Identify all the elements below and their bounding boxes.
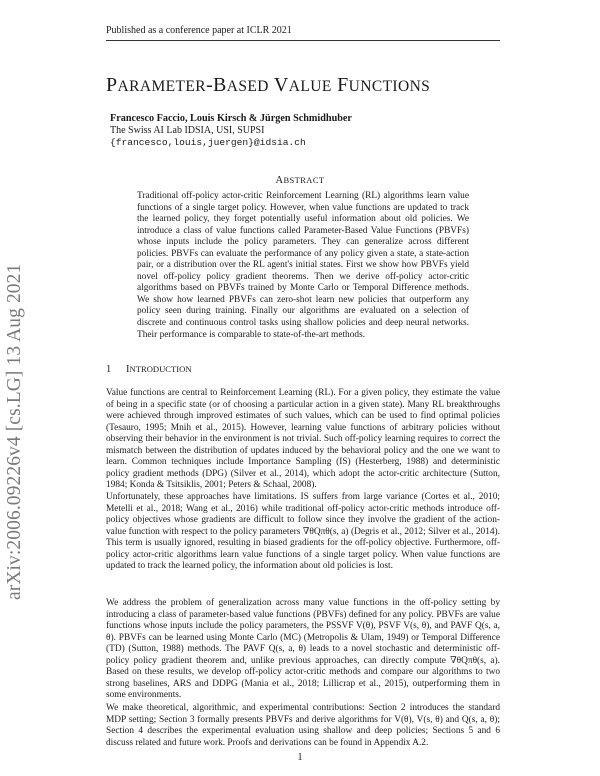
title-dash: - [205,74,214,96]
title-rest-2: ASED [226,78,269,95]
title-rest-4: UNCTIONS [348,78,431,95]
author-list: Francesco Faccio, Louis Kirsch & Jürgen Schmidhuber [110,113,352,124]
abstract-text: Traditional off-policy actor-critic Reinforcement Learning (RL) algorithms learn value functions of a single target policy. However, when value functions are updated to track the learned policy, they forget potentially useful information about old policies. We introduce a class of value functions called Parameter-Based Value Functions (PBVFs) whose inputs include the policy parameters. They can generalize across different policies. PBVFs can evaluate the performance of any policy given a state, a state-action pair, or a distribution over the RL agent's initial states. First we show how PBVFs yield novel off-policy policy gradient theorems. Then we derive off-policy actor-critic algorithms based on PBVFs trained by Monte Carlo or Temporal Difference methods. We show how learned PBVFs can zero-shot learn new policies that outperform any policy seen during training. Finally our algorithms are evaluated on a selection of discrete and continuous control tasks using shallow policies and deep neural networks. Their performance is comparable to state-of-the-art methods. [137,191,469,340]
intro-paragraph-2: Unfortunately, these approaches have limitations. IS suffers from large variance (Cortes et al., 2010; Metelli et al., 2018; Wang et al., 2016) while traditional off-policy actor-critic methods introduce off-policy objectives whose gradients are difficult to follow since they involve the gradient of the action-value function with respect to the policy parameters ∇θQπθ(s, a) (Degris et al., 2012; Silver et al., 2014). This term is usually ignored, resulting in biased gradients for the off-policy objective. Furthermore, off-policy actor-critic algorithms learn value functions of a single target policy. When value functions are updated to track the learned policy, the information about old policies is lost. [106,492,500,572]
intro-paragraph-1: Value functions are central to Reinforcement Learning (RL). For a given policy, they estimate the value of being in a specific state (or of choosing a particular action in a given state). Many RL breakthroughs were achieved through improved estimates of such values, which can be used to find optimal policies (Tesauro, 1995; Mnih et al., 2015). However, learning value functions of arbitrary policies without observing their behavior in the environment is not trivial. Such off-policy learning requires to correct the mismatch between the distribution of updates induced by the behavioral policy and the one we want to learn. Common techniques include Importance Sampling (IS) (Hesterberg, 1988) and deterministic policy gradient methods (DPG) (Silver et al., 2014), which adopt the actor-critic architecture (Sutton, 1984; Konda & Tsitsiklis, 2001; Peters & Schaal, 2008). [106,388,500,491]
title-cap-2: B [213,74,227,96]
title-cap-3: V [273,74,289,96]
section-title-rest: NTRODUCTION [129,364,192,374]
abstract-heading [0,175,600,186]
paper-title [106,74,430,97]
section-number: 1 [106,364,112,375]
affiliation: The Swiss AI Lab IDSIA, USI, SUPSI [110,125,265,136]
abstract-heading-rest: BSTRACT [283,175,325,185]
arxiv-identifier[interactable]: arXiv:2006.09226v4 [cs.LG] 13 Aug 2021 [4,263,25,600]
title-rest-1: ARAMETER [117,78,206,95]
section-heading-introduction [106,364,192,375]
running-header: Published as a conference paper at ICLR 2021 [106,25,292,36]
intro-paragraph-3: We address the problem of generalization across many value functions in the off-policy setting by introducing a class of parameter-based value functions (PBVFs) defined for any policy. PBVFs are value functions whose inputs include the policy parameters, the PSSVF V(θ), PSVF V(s, θ), and PAVF Q(s, a, θ). PBVFs can be learned using Monte Carlo (MC) (Metropolis & Ulam, 1949) or Temporal Difference (TD) (Sutton, 1988) methods. The PAVF Q(s, a, θ) leads to a novel stochastic and deterministic off-policy policy gradient theorem and, unlike previous approaches, can directly compute ∇θQπθ(s, a). Based on these results, we develop off-policy actor-critic methods and compare our algorithms to two strong baselines, ARS and DDPG (Mania et al., 2018; Lillicrap et al., 2015), outperforming them in some environments. [106,598,500,701]
title-cap-4: F [337,74,349,96]
header-rule [106,40,500,41]
title-rest-3: ALUE [288,78,332,95]
section-title-cap: I [126,364,130,375]
intro-paragraph-4: We make theoretical, algorithmic, and experimental contributions: Section 2 introduces the standard MDP setting; Section 3 formally presents PBVFs and derive algorithms for V(θ), V(s, θ) and Q(s, a, θ); Section 4 describes the experimental evaluation using shallow and deep policies; Sections 5 and 6 discuss related and future work. Proofs and derivations can be found in Appendix A.2. [106,703,500,748]
abstract-heading-cap: A [275,175,284,186]
author-emails[interactable]: {francesco,louis,juergen}@idsia.ch [110,137,306,148]
page-number: 1 [297,752,303,763]
title-cap-1: P [106,74,118,96]
